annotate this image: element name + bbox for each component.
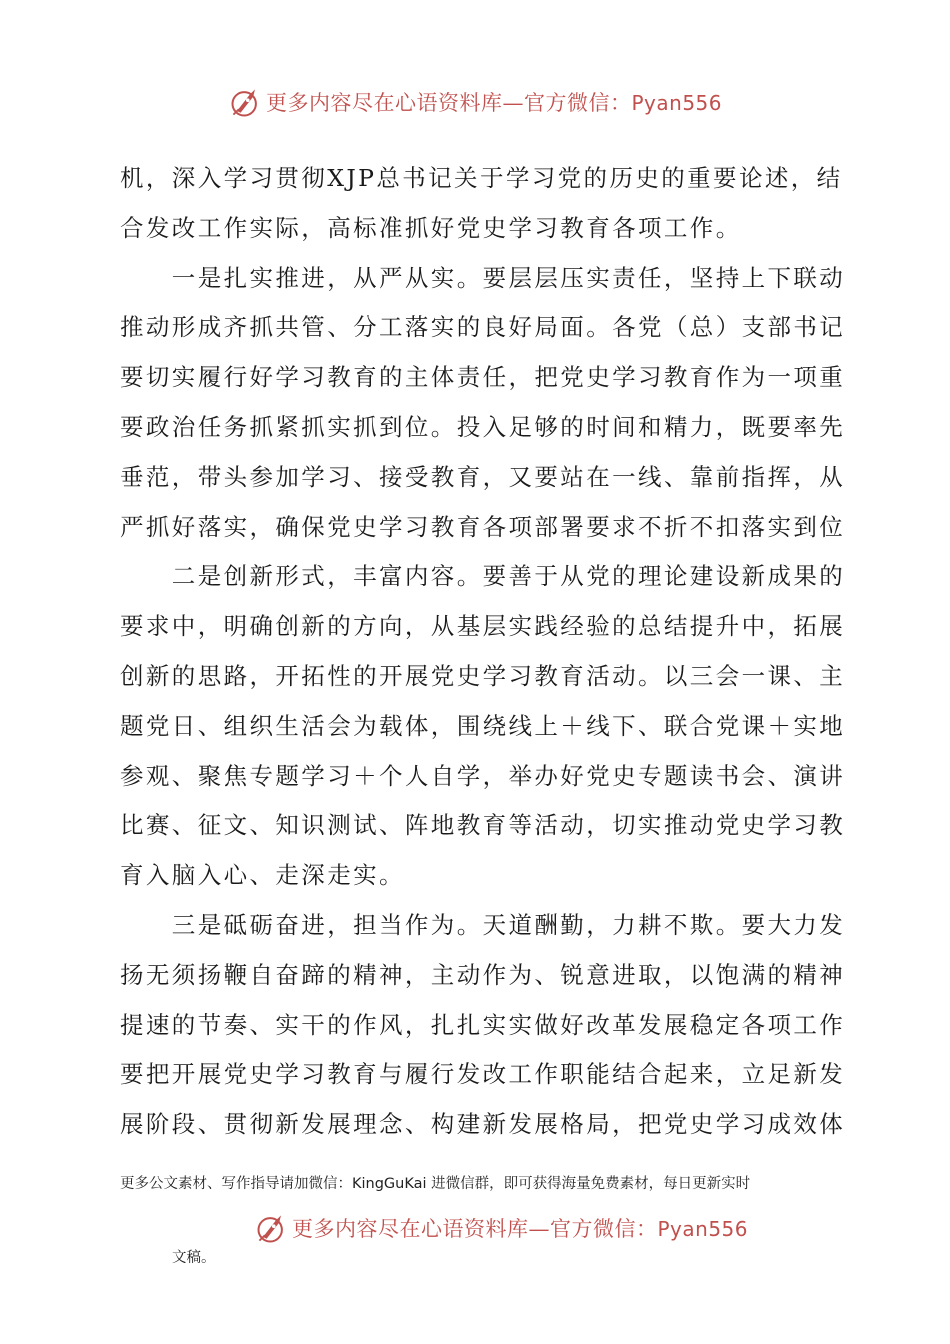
body-line: 要把开展党史学习教育与履行发改工作职能结合起来，立足新发 [120, 1060, 846, 1089]
pen-nib-logo-icon [254, 1210, 290, 1246]
body-line: 垂范，带头参加学习、接受教育，又要站在一线、靠前指挥，从 [120, 462, 846, 491]
footer-note: 更多公文素材、写作指导请加微信：KingGuKai 进微信群，即可获得海量免费素材，每日更新实时 [120, 1176, 751, 1192]
watermark-footer [0, 1208, 950, 1248]
body-line: 推动形成齐抓共管、分工落实的良好局面。各党（总）支部书记 [120, 313, 846, 342]
body-line: 二是创新形式，丰富内容。要善于从党的理论建设新成果的 [120, 562, 846, 591]
body-line: 三是砥砺奋进，担当作为。天道酬勤，力耕不欺。要大力发 [120, 910, 846, 939]
watermark-text: 更多内容尽在心语资料库—官方微信：Pyan556 [265, 91, 722, 115]
pen-nib-logo-icon [228, 84, 264, 120]
body-line: 一是扎实推进，从严从实。要层层压实责任，坚持上下联动 [120, 263, 846, 292]
body-line: 提速的节奏、实干的作风，扎扎实实做好改革发展稳定各项工作 [120, 1010, 846, 1039]
body-line: 展阶段、贯彻新发展理念、构建新发展格局，把党史学习成效体 [120, 1110, 846, 1139]
body-line: 要切实履行好学习教育的主体责任，把党史学习教育作为一项重 [120, 363, 846, 392]
body-line: 机，深入学习贯彻XJP总书记关于学习党的历史的重要论述，结 [120, 164, 843, 192]
body-line: 合发改工作实际，高标准抓好党史学习教育各项工作。 [120, 213, 742, 242]
body-line: 创新的思路，开拓性的开展党史学习教育活动。以三会一课、主 [120, 661, 846, 690]
body-line: 育入脑入心、走深走实。 [120, 861, 405, 890]
watermark-header [0, 82, 950, 122]
footer-note-continuation: 文稿。 [172, 1250, 216, 1266]
watermark-text: 更多内容尽在心语资料库—官方微信：Pyan556 [291, 1217, 748, 1241]
body-line: 扬无须扬鞭自奋蹄的精神，主动作为、锐意进取，以饱满的精神 [120, 960, 846, 989]
body-line: 严抓好落实，确保党史学习教育各项部署要求不折不扣落实到位 [120, 512, 846, 541]
body-line: 要政治任务抓紧抓实抓到位。投入足够的时间和精力，既要率先 [120, 412, 846, 441]
document-body [120, 154, 846, 1150]
body-line: 参观、聚焦专题学习＋个人自学，举办好党史专题读书会、演讲 [120, 761, 846, 790]
body-line: 比赛、征文、知识测试、阵地教育等活动，切实推动党史学习教 [120, 811, 846, 840]
body-line: 要求中，明确创新的方向，从基层实践经验的总结提升中，拓展 [120, 612, 846, 641]
body-line: 题党日、组织生活会为载体，围绕线上＋线下、联合党课＋实地 [120, 711, 846, 740]
